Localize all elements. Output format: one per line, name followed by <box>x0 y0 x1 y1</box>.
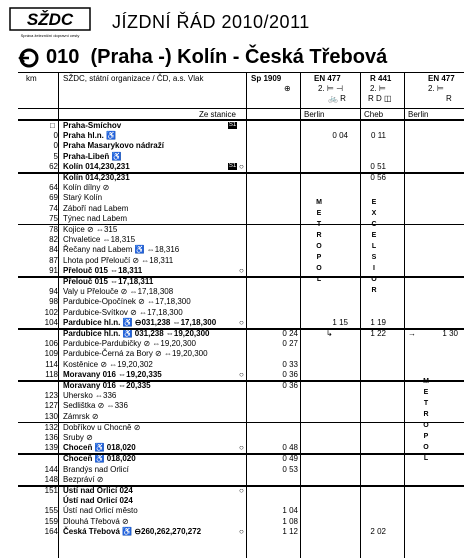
table-row <box>18 308 464 317</box>
route-arrow: → <box>408 329 416 338</box>
km-cell: 98 <box>49 297 58 307</box>
time-cell: 0 36 <box>282 381 298 390</box>
table-row <box>18 423 464 432</box>
station-name: Bezpráví ⊘ <box>63 474 104 484</box>
connection-marker: ○ <box>239 161 244 171</box>
station-name: Česká Třebová ♿ ⊖260,262,270,272 <box>63 526 202 536</box>
km-cell: 87 <box>49 255 58 265</box>
station-name: Záboří nad Labem <box>63 203 129 213</box>
km-header: km <box>26 74 37 83</box>
station-name: Choceň ♿ 018,020 <box>63 454 136 464</box>
station-name: Řečany nad Labem ♿ ⇔18,316 <box>63 245 180 255</box>
train-name-excelsior: E X C E L S I O R <box>371 199 377 294</box>
km-cell: 0 <box>53 141 58 151</box>
table-row <box>18 297 464 306</box>
km-cell: 64 <box>49 183 58 193</box>
table-row <box>18 443 464 452</box>
time-cell: 0 48 <box>282 443 298 453</box>
document-title: JÍZDNÍ ŘÁD 2010/2011 <box>112 12 310 32</box>
station-name: Kolín dílny ⊘ <box>63 183 110 193</box>
table-row <box>18 245 464 254</box>
table-row <box>18 193 464 202</box>
operator-header: SŽDC, státní organizace / ČD, a.s. Vlak <box>63 74 204 83</box>
route-title <box>46 46 387 69</box>
station-name: Ústí nad Orlicí 024 <box>63 496 133 506</box>
time-cell: 2 02 <box>370 526 386 536</box>
time-cell: 1 30 <box>442 329 458 338</box>
table-row <box>18 412 464 421</box>
route-arrow: ↳ <box>326 329 333 338</box>
table-row <box>18 214 464 223</box>
station-name: Ústí nad Orlicí 024 <box>63 486 133 495</box>
km-cell: 132 <box>44 422 58 432</box>
time-cell: 1 22 <box>370 329 386 338</box>
station-name: Praha Masarykovo nádraží <box>63 141 164 151</box>
time-cell: 1 12 <box>282 526 298 536</box>
station-name: Dobříkov u Chocně ⊘ <box>63 422 141 432</box>
table-row <box>18 527 464 536</box>
station-name: Přelouč 015 ⇔17,18,311 <box>63 277 154 286</box>
train-symbol: 🚲 R <box>328 94 346 103</box>
station-name: Sedlištka ⊘ ⇔336 <box>63 401 128 411</box>
km-cell: 164 <box>44 526 58 536</box>
connection-marker: ○ <box>239 486 244 495</box>
train-symbol: R <box>446 94 452 103</box>
train-symbol: 2. ⊨ <box>370 84 386 93</box>
train-name-metropol: M E T R O P O L <box>316 199 322 283</box>
connection-marker: ○ <box>239 526 244 536</box>
table-row <box>18 349 464 358</box>
station-name: Kojice ⊘ ⇔315 <box>63 225 118 234</box>
time-cell: 0 53 <box>282 464 298 474</box>
table-row <box>18 266 464 275</box>
station-name: Uhersko ⇔336 <box>63 391 117 401</box>
train-number: EN 477 <box>314 74 341 83</box>
table-row <box>18 454 464 463</box>
time-cell: 0 11 <box>371 131 386 141</box>
km-cell: 127 <box>44 401 58 411</box>
table-row <box>18 401 464 410</box>
km-cell: 159 <box>44 516 58 526</box>
table-row <box>18 235 464 244</box>
km-cell: 106 <box>44 339 58 349</box>
table-row <box>18 381 464 390</box>
connection-marker: ○ <box>239 443 244 453</box>
line-badge: S1 <box>228 162 237 169</box>
station-name: Týnec nad Labem <box>63 213 128 223</box>
table-row <box>18 475 464 484</box>
station-name: Pardubice-Černá za Bory ⊘ ⇔19,20,300 <box>63 349 208 359</box>
station-name: Praha hl.n. ♿ <box>63 131 117 141</box>
km-cell: 75 <box>49 213 58 223</box>
route-number: 010 <box>46 46 80 68</box>
time-cell: 1 15 <box>332 317 348 327</box>
table-row <box>18 152 464 161</box>
timetable <box>18 72 464 558</box>
train-symbol: 2. ⊨ <box>428 84 444 93</box>
table-row <box>18 360 464 369</box>
km-cell: 109 <box>44 349 58 359</box>
connection-marker: ○ <box>239 265 244 275</box>
station-name: Praha-Smíchov <box>63 121 122 130</box>
km-cell: 0 <box>53 131 58 141</box>
table-row <box>18 141 464 150</box>
logo-text: SŽDC <box>26 10 74 29</box>
train-origin: Berlin <box>304 110 325 119</box>
station-name: Starý Kolín <box>63 193 103 203</box>
km-cell: 62 <box>49 161 58 171</box>
km-cell: 74 <box>49 203 58 213</box>
km-cell: 155 <box>44 506 58 516</box>
station-name: Kolín 014,230,231 <box>63 173 130 182</box>
route-arrow-icon <box>18 47 40 69</box>
time-cell: 0 36 <box>282 369 298 379</box>
table-row <box>18 370 464 379</box>
table-row <box>18 391 464 400</box>
km-cell: 148 <box>44 474 58 484</box>
km-cell: 144 <box>44 464 58 474</box>
table-row <box>18 433 464 442</box>
table-row <box>18 506 464 515</box>
table-row <box>18 204 464 213</box>
train-name-metropol: M E T R O P O L <box>423 378 429 462</box>
station-name: Pardubice hl.n. ♿ 031,238 ⇔19,20,300 <box>63 329 210 338</box>
station-name: Praha-Libeň ♿ <box>63 151 122 161</box>
table-row <box>18 465 464 474</box>
time-cell: 1 08 <box>282 516 298 526</box>
table-row <box>18 256 464 265</box>
train-number: EN 477 <box>428 74 455 83</box>
time-cell: 0 24 <box>282 329 298 338</box>
time-cell: 1 04 <box>282 506 298 516</box>
table-row <box>18 225 464 234</box>
km-cell: 123 <box>44 391 58 401</box>
train-symbol: ⊕ <box>284 84 291 93</box>
direction-header: Ze stanice <box>199 110 236 119</box>
table-row <box>18 131 464 140</box>
train-number: R 441 <box>370 74 392 83</box>
station-name: Moravany 016 ⇔19,20,335 <box>63 369 162 379</box>
time-cell: 0 27 <box>282 339 298 349</box>
station-name: Ústí nad Orlicí město <box>63 506 138 516</box>
szdc-logo <box>8 6 92 40</box>
time-cell: 1 19 <box>370 317 386 327</box>
station-name: Moravany 016 ⇔20,335 <box>63 381 151 390</box>
station-name: Dlouhá Třebová ⊘ <box>63 516 129 526</box>
table-row <box>18 318 464 327</box>
station-name: Chvaletice ⇔18,315 <box>63 235 136 245</box>
station-name: Pardubice hl.n. ♿ ⊖031,238 ⇔17,18,300 <box>63 317 217 327</box>
table-row <box>18 486 464 495</box>
route-name: (Praha -) Kolín - Česká Třebová <box>90 46 388 68</box>
table-row <box>18 517 464 526</box>
time-cell: 0 04 <box>332 131 348 141</box>
km-cell: 94 <box>49 287 58 297</box>
table-row <box>18 496 464 505</box>
station-name: Pardubice-Pardubičky ⊘ ⇔19,20,300 <box>63 339 196 349</box>
km-cell: 151 <box>44 486 58 495</box>
km-cell: 118 <box>45 369 58 379</box>
km-cell: 78 <box>49 225 58 234</box>
station-name: Přelouč 015 ⇔18,311 <box>63 265 143 275</box>
train-origin: Berlin <box>408 110 429 119</box>
station-name: Valy u Přelouče ⊘ ⇔17,18,308 <box>63 287 174 297</box>
connection-marker: ○ <box>239 369 244 379</box>
train-symbol: 2. ⊨ ⊣ <box>318 84 344 93</box>
station-name: Pardubice-Opočínek ⊘ ⇔17,18,300 <box>63 297 191 307</box>
km-cell: 104 <box>44 317 58 327</box>
train-number: Sp 1909 <box>251 74 282 83</box>
time-cell: 0 51 <box>370 161 386 171</box>
table-row <box>18 121 464 130</box>
km-cell: 102 <box>44 307 58 317</box>
table-row <box>18 339 464 348</box>
logo-subtext: Správa železniční dopravní cesty <box>20 33 80 38</box>
station-name: Zámrsk ⊘ <box>63 411 99 421</box>
km-cell: 82 <box>49 235 58 245</box>
stop-marker: □ <box>50 121 55 130</box>
station-name: Pardubice-Svítkov ⊘ ⇔17,18,300 <box>63 307 183 317</box>
station-name: Sruby ⊘ <box>63 433 93 442</box>
station-name: Kostěnice ⊘ ⇔19,20,302 <box>63 359 153 369</box>
table-row <box>18 173 464 182</box>
train-origin: Cheb <box>364 110 384 119</box>
km-cell: 69 <box>49 193 58 203</box>
train-symbol: R D ◫ <box>368 94 392 103</box>
km-cell: 91 <box>49 265 58 275</box>
station-name: Choceň ♿ 018,020 <box>63 443 136 453</box>
time-cell: 0 49 <box>282 454 298 464</box>
station-name: Brandýs nad Orlicí <box>63 464 129 474</box>
connection-marker: ○ <box>239 317 244 327</box>
time-cell: 0 33 <box>282 359 298 369</box>
line-badge: S1 <box>228 122 237 128</box>
km-cell: 130 <box>44 411 58 421</box>
table-row <box>18 329 464 338</box>
table-row <box>18 287 464 296</box>
table-row <box>18 183 464 192</box>
km-cell: 139 <box>44 443 58 453</box>
table-row <box>18 162 464 171</box>
km-cell: 84 <box>49 245 58 255</box>
station-name: Lhota pod Přeloučí ⊘ ⇔18,311 <box>63 255 174 265</box>
km-cell: 136 <box>44 433 58 442</box>
km-cell: 114 <box>45 359 58 369</box>
station-name: Kolín 014,230,231 <box>63 161 130 171</box>
table-row <box>18 277 464 286</box>
km-cell: 5 <box>53 151 58 161</box>
time-cell: 0 56 <box>370 173 386 182</box>
